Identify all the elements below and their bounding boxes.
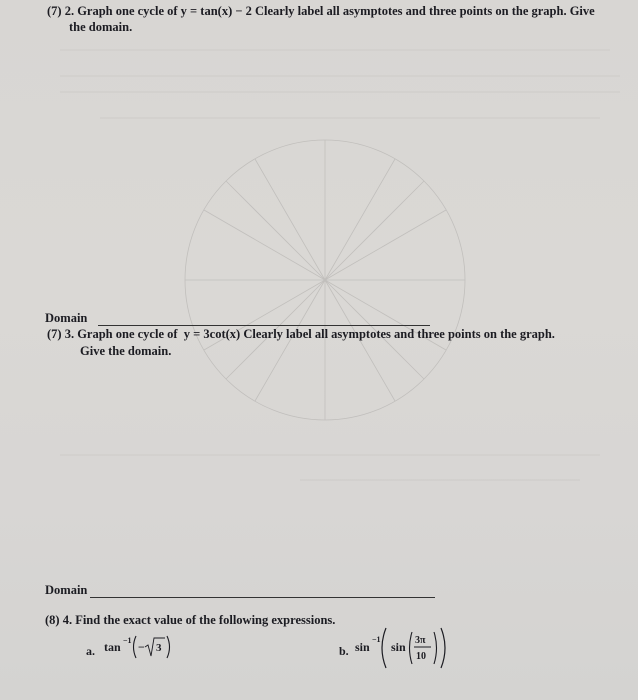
domain-2-answer-line[interactable] <box>90 597 435 598</box>
domain-2-label: Domain <box>45 583 88 597</box>
question-2-number: (7) 2. <box>47 4 75 18</box>
question-3-number: (7) 3. <box>47 327 75 341</box>
question-3-equation: y = 3cot(x) <box>183 327 241 341</box>
domain-1-label: Domain <box>45 311 88 325</box>
part-a-label: a. <box>86 644 95 658</box>
question-2-text-after: Clearly label all asymptotes and three points on the graph. Give <box>254 4 595 18</box>
svg-text:3π: 3π <box>415 635 426 646</box>
svg-text:tan: tan <box>104 640 121 654</box>
question-3-text-after: Clearly label all asymptotes and three points on the graph. <box>243 327 555 341</box>
question-2-line2: the domain. <box>69 20 133 34</box>
part-b-label: b. <box>339 644 349 658</box>
question-4 <box>45 613 335 628</box>
svg-text:3: 3 <box>156 642 162 654</box>
question-3-text-before: Graph one cycle of <box>77 327 178 341</box>
part-b-expression <box>353 624 463 672</box>
question-2 <box>47 4 622 19</box>
svg-text:sin: sin <box>391 640 406 654</box>
question-3-line2: Give the domain. <box>80 344 172 358</box>
question-2-equation: y = tan(x) − 2 <box>180 4 252 18</box>
question-4-text: Find the exact value of the following expressions. <box>75 613 336 627</box>
question-4-number: (8) 4. <box>45 613 73 627</box>
svg-text:−1: −1 <box>123 636 132 645</box>
svg-text:10: 10 <box>416 651 426 662</box>
question-3 <box>47 327 622 342</box>
domain-1-answer-line[interactable] <box>98 325 430 326</box>
part-a-expression <box>102 630 182 662</box>
svg-text:sin: sin <box>355 640 370 654</box>
svg-text:−1: −1 <box>372 635 381 644</box>
question-2-text-before: Graph one cycle of <box>77 4 178 18</box>
svg-text:−: − <box>138 640 145 654</box>
